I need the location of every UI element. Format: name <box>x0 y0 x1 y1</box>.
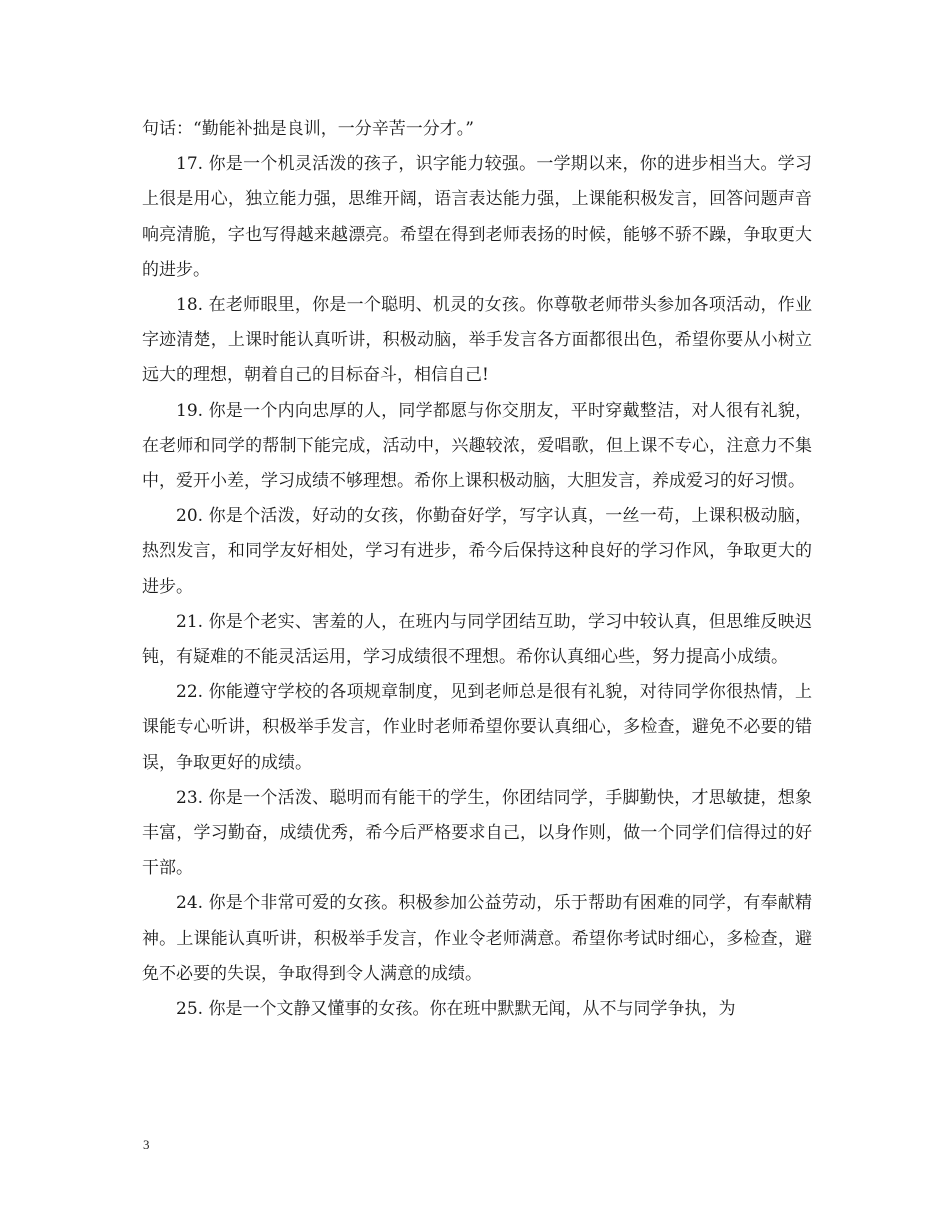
paragraph-18: 18. 在老师眼里，你是一个聪明、机灵的女孩。你尊敬老师带头参加各项活动，作业字迹清楚，上课时能认真听讲，积极动脑，举手发言各方面都很出色，希望你要从小树立远大的理想，朝着自己的目标奋斗，相信自己! <box>142 295 812 386</box>
paragraph-17: 17. 你是一个机灵活泼的孩子，识字能力较强。一学期以来，你的进步相当大。学习上很是用心，独立能力强，思维开阔，语言表达能力强，上课能积极发言，回答问题声音响亮清脆，字也写得越来越漂亮。希望在得到老师表扬的时候，能够不骄不躁，争取更大的进步。 <box>142 154 812 280</box>
paragraph-20: 20. 你是个活泼，好动的女孩，你勤奋好学，写字认真，一丝一苟，上课积极动脑，热烈发言，和同学友好相处，学习有进步，希今后保持这种良好的学习作风，争取更大的进步。 <box>142 506 812 597</box>
paragraph-25: 25. 你是一个文静又懂事的女孩。你在班中默默无闻，从不与同学争执，为 <box>176 999 736 1020</box>
paragraph-continuation: 句话：“勤能补拙是良训，一分辛苦一分才。” <box>142 119 474 139</box>
paragraph-22: 22. 你能遵守学校的各项规章制度，见到老师总是很有礼貌，对待同学你很热情，上课能专心听讲，积极举手发言，作业时老师希望你要认真细心，多检查，避免不必要的错误，争取更好的成绩。 <box>142 682 812 773</box>
paragraph-19: 19. 你是一个内向忠厚的人，同学都愿与你交朋友，平时穿戴整洁，对人很有礼貌，在老师和同学的帮制下能完成，活动中，兴趣较浓，爱唱歌，但上课不专心，注意力不集中，爱开小差，学习成绩不够理想。希你上课积极动脑，大胆发言，养成爱习的好习惯。 <box>142 400 812 492</box>
paragraph-21: 21. 你是个老实、害羞的人，在班内与同学团结互助，学习中较认真，但思维反映迟钝，有疑难的不能灵活运用，学习成绩很不理想。希你认真细心些，努力提高小成绩。 <box>142 611 812 668</box>
document-body <box>142 112 812 1027</box>
paragraph-24: 24. 你是个非常可爱的女孩。积极参加公益劳动，乐于帮助有困难的同学，有奉献精神。上课能认真听讲，积极举手发言，作业令老师满意。希望你考试时细心，多检查，避免不必要的失误，争取得到令人满意的成绩。 <box>142 893 812 984</box>
page-number: 3 <box>143 1137 150 1152</box>
paragraph-23: 23. 你是一个活泼、聪明而有能干的学生，你团结同学，手脚勤快，才思敏捷，想象丰富，学习勤奋，成绩优秀，希今后严格要求自己，以身作则，做一个同学们信得过的好干部。 <box>142 787 812 879</box>
